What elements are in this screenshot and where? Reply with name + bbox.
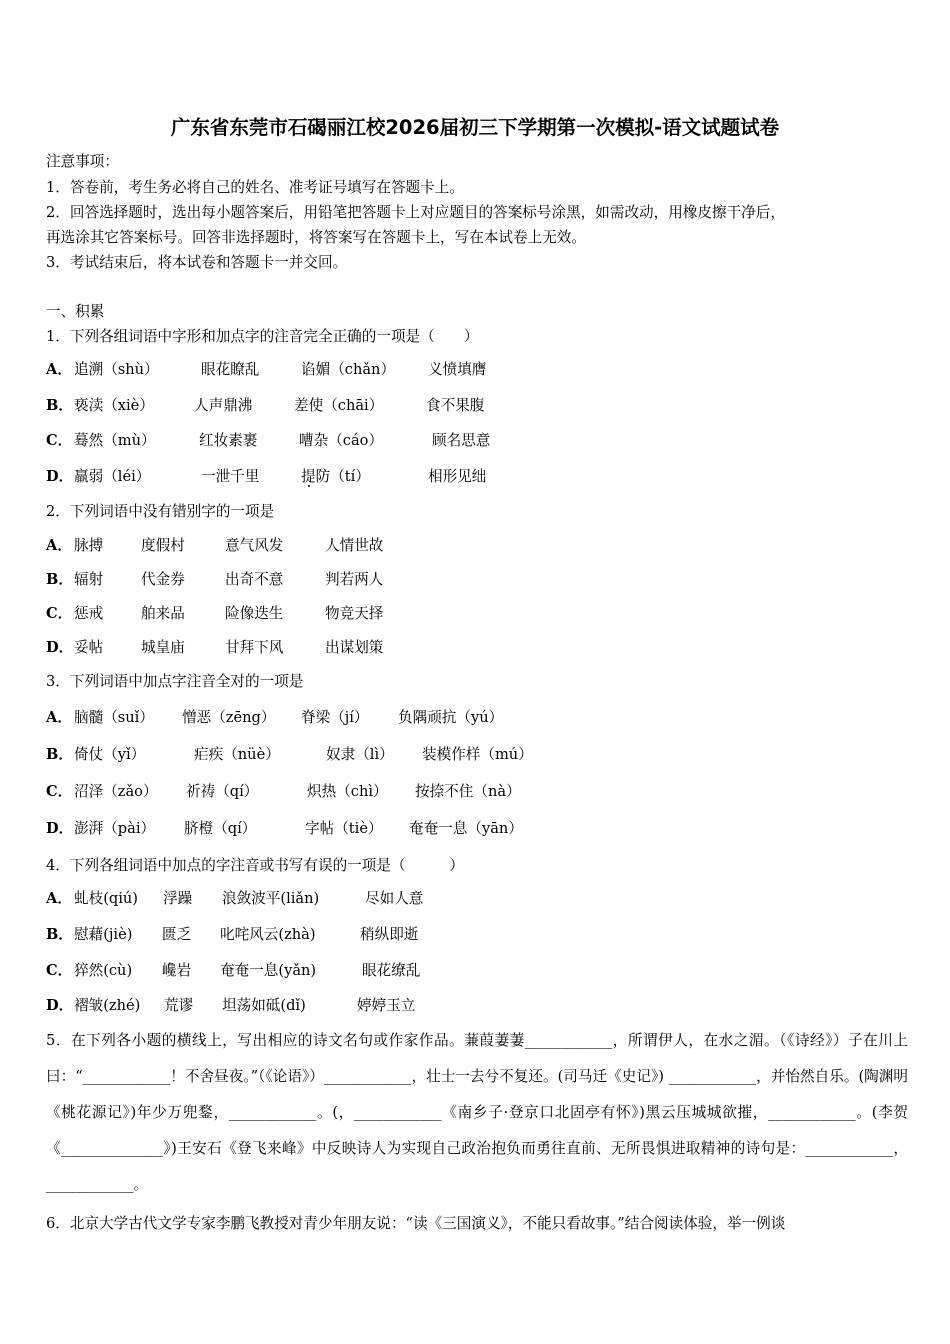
option-item: 祈祷（qí）: [186, 783, 259, 800]
emphasis-dot: [308, 485, 310, 487]
option-item: 甘拜下风: [225, 639, 284, 656]
option-item: 顾名思意: [432, 432, 491, 449]
option-item: 炽热（chì）: [307, 783, 388, 800]
option-item: 巉岩: [162, 962, 192, 979]
option-item: 坦荡如砥(dǐ): [222, 997, 306, 1014]
option-item: 稍纵即逝: [360, 926, 419, 943]
option-label: D．: [46, 997, 74, 1014]
option-label: D．: [46, 639, 74, 656]
option-item: 差使（chāi）: [294, 397, 384, 414]
option-item: 相形见绌: [428, 468, 487, 485]
option-item: 荒谬: [164, 997, 194, 1014]
option-item: 红妆素裹: [199, 432, 258, 449]
option-label: A．: [46, 361, 72, 378]
option-item: 装模作样（mú）: [422, 746, 533, 763]
notice-heading: 注意事项：: [46, 153, 119, 170]
option-item: 慰藉(jiè): [74, 926, 133, 943]
option-item: 代金券: [141, 571, 185, 588]
option-label: C．: [46, 432, 73, 449]
notice-item: 1．答卷前，考生务必将自己的姓名、准考证号填写在答题卡上。: [46, 179, 464, 196]
option-label: D．: [46, 820, 74, 837]
option-label: A．: [46, 537, 72, 554]
option-label: B．: [46, 571, 73, 588]
option-item: 物竞天择: [325, 605, 384, 622]
option-item: 妥帖: [74, 639, 104, 656]
option-item: 眼花缭乱: [362, 962, 421, 979]
option-item: 虬枝(qiú): [74, 890, 138, 907]
question-2-stem: 2．下列词语中没有错别字的一项是: [46, 503, 275, 520]
option-label: D．: [46, 468, 74, 485]
option-item: 脐橙（qí）: [184, 820, 257, 837]
option-item: 字帖（tiè）: [305, 820, 383, 837]
option-label: B．: [46, 746, 73, 763]
option-item: 褶皱(zhé): [74, 997, 141, 1014]
option-item: 匮乏: [162, 926, 192, 943]
option-item: 尽如人意: [365, 890, 424, 907]
option-label: A．: [46, 890, 72, 907]
option-item: 判若两人: [325, 571, 384, 588]
option-label: C．: [46, 605, 73, 622]
option-item: 叱咤风云(zhà): [220, 926, 316, 943]
question-1-stem: 1．下列各组词语中字形和加点字的注音完全正确的一项是（ ）: [46, 328, 479, 345]
option-item: 憎恶（zēng）: [182, 709, 276, 726]
option-label: C．: [46, 962, 73, 979]
option-item: 嘈杂（cáo）: [299, 432, 384, 449]
option-item: 出奇不意: [225, 571, 284, 588]
question-5-text: 5．在下列各小题的横线上，写出相应的诗文名句或作家作品。蒹葭萋萋____________，所谓伊人，在水之湄。（《诗经》）子在川上曰：“____________！不舍昼夜。”（《论语》）____________，壮士一去兮不复还。(司马迁《史记》) ____________，并怡然自乐。(陶渊明《桃花源记》)年少万兜鍪，____________。(，____________《南乡子·登京口北固亭有怀》)黑云压城城欲摧，____________。(李贺《______________》)王安石《登飞来峰》中反映诗人为实现自己政治抱负而勇往直前、无所畏惧进取精神的诗句是：____________，____________。: [46, 1032, 908, 1193]
option-label: A．: [46, 709, 72, 726]
option-item: 义愤填膺: [428, 361, 487, 378]
option-item: 婷婷玉立: [357, 997, 416, 1014]
question-6-text: 6．北京大学古代文学专家李鹏飞教授对青少年朋友说：“读《三国演义》，不能只看故事。”结合阅读体验，举一例谈: [46, 1215, 786, 1232]
option-item: 猝然(cù): [74, 962, 133, 979]
option-item: 奄奄一息（yān）: [409, 820, 523, 837]
page-title: 广东省东莞市石碣丽江校2026届初三下学期第一次模拟-语文试题试卷: [170, 116, 780, 139]
option-item: 出谋划策: [325, 639, 384, 656]
option-item: 提防（tí）: [301, 468, 370, 485]
option-item: 追溯（shù）: [74, 361, 159, 378]
notice-item: 2．回答选择题时，选出每小题答案后，用铅笔把答题卡上对应题目的答案标号涂黑，如需改动，用橡皮擦干净后，: [46, 204, 785, 221]
option-item: 负隅顽抗（yú）: [398, 709, 504, 726]
option-item: 一泄千里: [201, 468, 260, 485]
question-3-stem: 3．下列词语中加点字注音全对的一项是: [46, 673, 304, 690]
option-item: 度假村: [141, 537, 185, 554]
option-item: 澎湃（pài）: [74, 820, 156, 837]
option-item: 浮躁: [163, 890, 193, 907]
option-label: B．: [46, 397, 73, 414]
option-item: 险像迭生: [225, 605, 284, 622]
option-item: 意气风发: [225, 537, 284, 554]
option-item: 倚仗（yǐ）: [74, 746, 146, 763]
option-item: 羸弱（léi）: [74, 468, 151, 485]
option-item: 蓦然（mù）: [74, 432, 156, 449]
option-item: 辐射: [74, 571, 104, 588]
option-item: 食不果腹: [426, 397, 485, 414]
option-item: 浪敛波平(liǎn): [222, 890, 320, 907]
option-item: 按捺不住（nà）: [415, 783, 521, 800]
question-4-stem: 4．下列各组词语中加点的字注音或书写有误的一项是（ ）: [46, 857, 464, 874]
option-item: 眼花瞭乱: [201, 361, 260, 378]
option-item: 脉搏: [74, 537, 104, 554]
option-item: 人情世故: [325, 537, 384, 554]
option-item: 沼泽（zǎo）: [74, 783, 158, 800]
option-item: 疟疾（nüè）: [194, 746, 280, 763]
section-heading: 一、积累: [46, 303, 105, 320]
option-item: 城皇庙: [141, 639, 185, 656]
option-item: 舶来品: [141, 605, 185, 622]
notice-item: 再选涂其它答案标号。回答非选择题时，将答案写在答题卡上，写在本试卷上无效。: [46, 229, 586, 246]
notice-item: 3．考试结束后，将本试卷和答题卡一并交回。: [46, 254, 348, 271]
option-label: B．: [46, 926, 73, 943]
option-item: 人声鼎沸: [194, 397, 253, 414]
option-item: 惩戒: [74, 605, 104, 622]
option-label: C．: [46, 783, 73, 800]
option-item: 亵渎（xiè）: [74, 397, 154, 414]
option-item: 脑髓（suǐ）: [74, 709, 154, 726]
option-item: 奴隶（lì）: [326, 746, 394, 763]
option-item: 谄媚（chǎn）: [301, 361, 396, 378]
option-item: 奄奄一息(yǎn): [220, 962, 317, 979]
option-item: 脊梁（jí）: [301, 709, 369, 726]
